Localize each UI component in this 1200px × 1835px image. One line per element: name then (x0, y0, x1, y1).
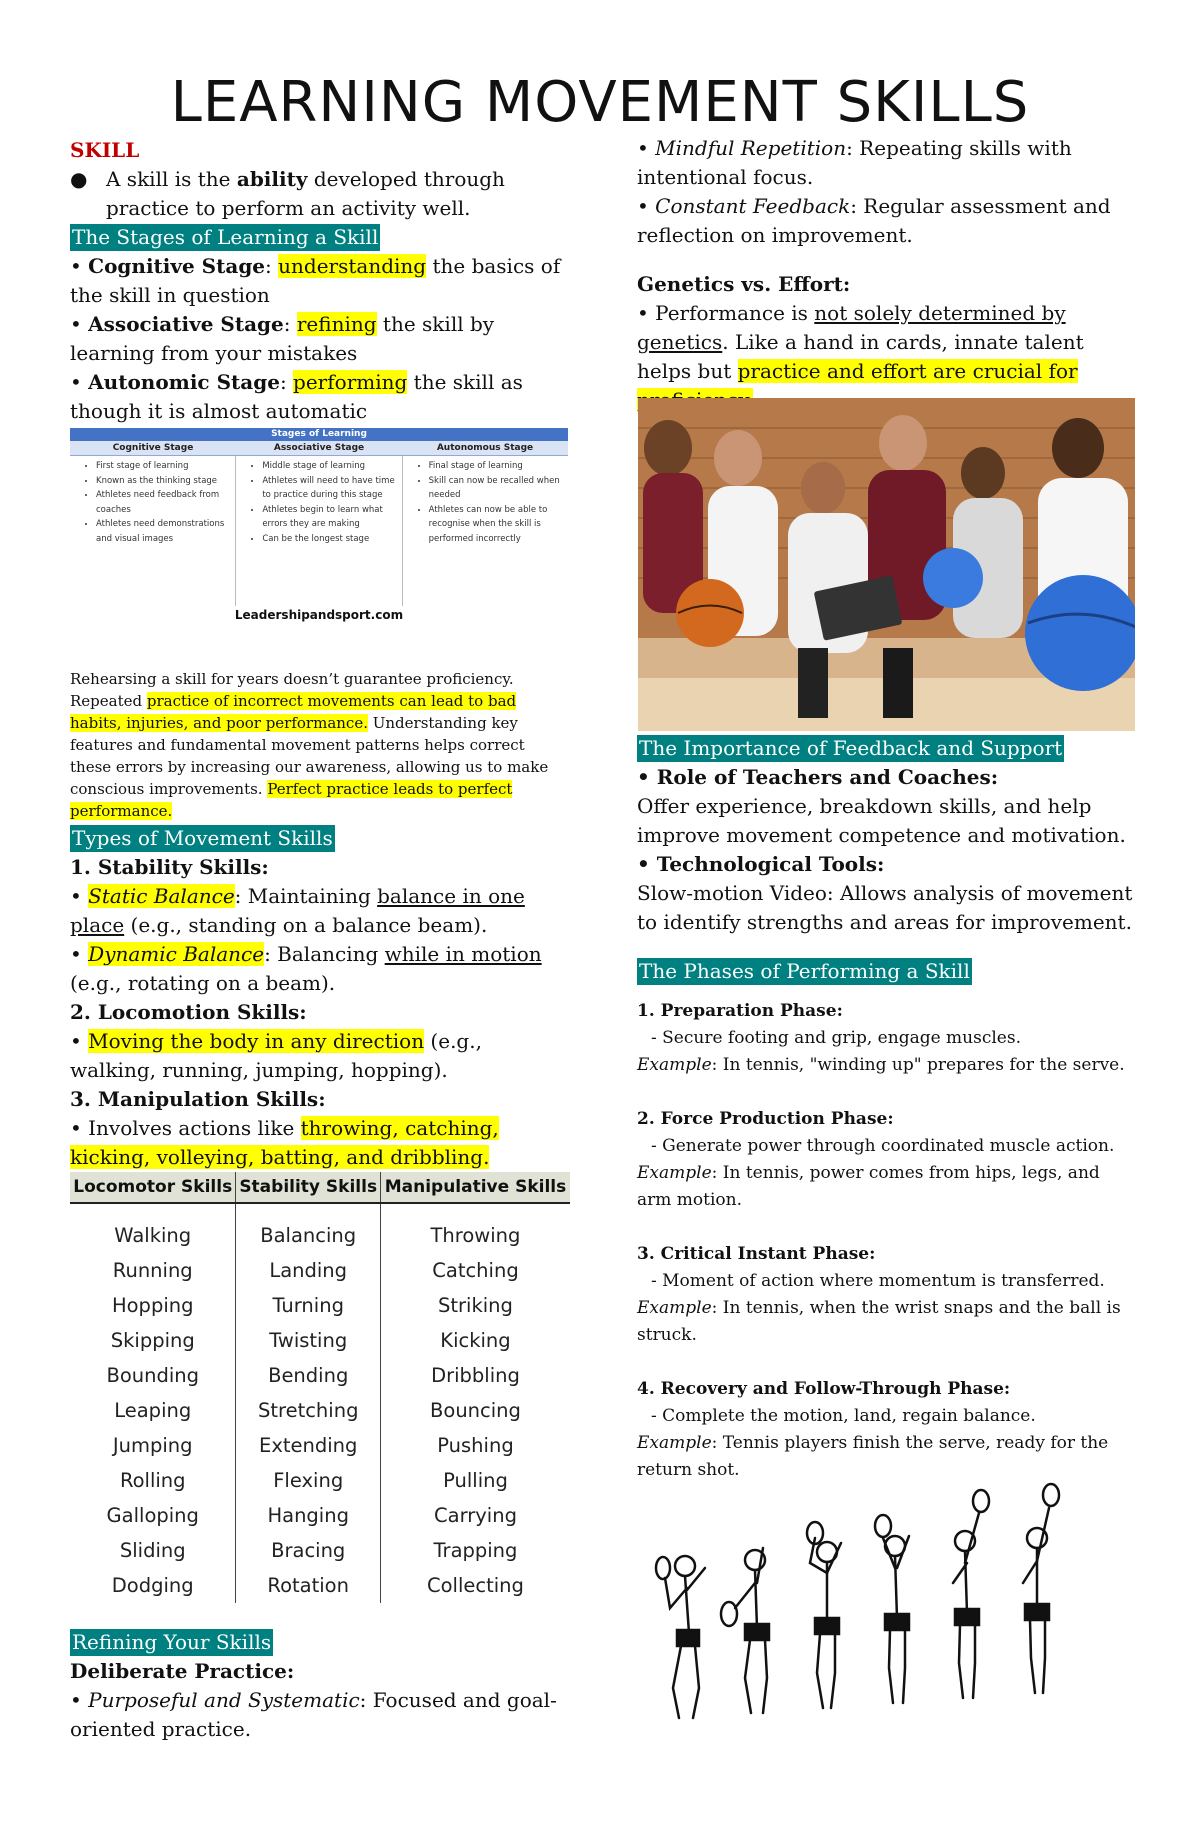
header-locomotor: Locomotor Skills (70, 1172, 236, 1203)
table-cell: Extending (236, 1428, 380, 1463)
team-photo (638, 398, 1135, 731)
table-cell: Catching (380, 1253, 570, 1288)
refining-heading: Refining Your Skills (72, 1630, 272, 1654)
table-cell: Balancing (236, 1218, 380, 1253)
tennis-serve-illustration (635, 1478, 1135, 1723)
table-row (70, 1428, 570, 1463)
table-cell: Stretching (236, 1393, 380, 1428)
tools-text: Slow-motion Video: Allows analysis of movement to identify strengths and areas for improvement. (637, 881, 1133, 934)
purposeful-item: • Purposeful and Systematic: Focused and goal-oriented practice. (70, 1688, 557, 1741)
table-cell: Bouncing (380, 1393, 570, 1428)
stability-title: 1. Stability Skills: (70, 855, 269, 879)
table-cell: Kicking (380, 1323, 570, 1358)
stage-cognitive: • Cognitive Stage: understanding the basics of the skill in question (70, 254, 561, 307)
header-stability: Stability Skills (236, 1172, 380, 1203)
table-cell: Hanging (236, 1498, 380, 1533)
stages-heading: The Stages of Learning a Skill (72, 225, 379, 249)
table-row (70, 1533, 570, 1568)
skill-definition: ● A skill is the ability developed through practice to perform an activity well. (70, 167, 505, 220)
table-cell: Bounding (106, 1364, 200, 1387)
table-row (70, 1498, 570, 1533)
skills-table (70, 1172, 570, 1603)
associative-list: • Middle stage of learning • Athletes will need to have time to practice during this stage • Athletes begin to learn what errors they are making • Can be the longest stage (236, 456, 402, 606)
table-cell: Galloping (106, 1504, 199, 1527)
table-cell: Turning (236, 1288, 380, 1323)
dynamic-balance: • Dynamic Balance: Balancing while in motion (e.g., rotating on a beam). (70, 942, 542, 995)
teachers-text: Offer experience, breakdown skills, and help improve movement competence and motivation. (637, 794, 1126, 847)
right-column-top (637, 134, 1137, 415)
table-cell: Landing (236, 1253, 380, 1288)
table-cell: Dodging (111, 1574, 194, 1597)
table-cell: Dribbling (380, 1358, 570, 1393)
mindful-item: • Mindful Repetition: Repeating skills with intentional focus. (637, 136, 1072, 189)
table-cell: Skipping (110, 1329, 195, 1352)
types-section (70, 824, 570, 1172)
skill-heading: SKILL (70, 138, 140, 162)
static-balance: • Static Balance: Maintaining balance in one place (e.g., standing on a balance beam). (70, 884, 525, 937)
table-row (70, 1323, 570, 1358)
table-row (70, 1288, 570, 1323)
table-cell: Trapping (380, 1533, 570, 1568)
stages-image-source: Leadershipandsport.com (234, 608, 404, 622)
table-row (70, 1568, 570, 1603)
refining-section (70, 1628, 570, 1744)
table-cell: Leaping (114, 1399, 192, 1422)
phases-heading: The Phases of Performing a Skill (639, 959, 970, 983)
table-cell: Flexing (236, 1463, 380, 1498)
table-cell: Striking (380, 1288, 570, 1323)
table-cell: Walking (114, 1224, 192, 1247)
locomotion-title: 2. Locomotion Skills: (70, 1000, 307, 1024)
stage-autonomic: • Autonomic Stage: performing the skill as though it is almost automatic (70, 370, 523, 423)
bullet-icon: ● (70, 167, 88, 191)
deliberate-title: Deliberate Practice: (70, 1659, 295, 1683)
table-row (70, 1358, 570, 1393)
table-row (70, 1253, 570, 1288)
stage-associative: • Associative Stage: refining the skill by learning from your mistakes (70, 312, 495, 365)
table-cell: Rolling (119, 1469, 186, 1492)
rehearse-paragraph: Rehearsing a skill for years doesn’t guarantee proficiency. Repeated practice of incorrect movements can lead to bad habits, injuries, and poor performance. Understanding key features and fundamental movement patterns helps correct these errors by increasing our awareness, allowing us to make conscious improvements. Perfect practice leads to perfect performance. (70, 670, 549, 820)
table-cell: Twisting (236, 1323, 380, 1358)
page-title: LEARNING MOVEMENT SKILLS (170, 70, 1030, 135)
header-manipulative: Manipulative Skills (380, 1172, 570, 1203)
phase-recovery: 4. Recovery and Follow-Through Phase: - Complete the motion, land, regain balance. Example: Tennis players finish the serve, ready for the return shot. (637, 1379, 1109, 1480)
table-row (70, 1218, 570, 1253)
table-cell: Bracing (236, 1533, 380, 1568)
table-cell: Collecting (380, 1568, 570, 1603)
table-cell: Running (112, 1259, 193, 1282)
table-cell: Jumping (112, 1434, 193, 1457)
tools-title: • Technological Tools: (637, 852, 885, 876)
feedback-heading: The Importance of Feedback and Support (639, 736, 1063, 760)
table-cell: Pulling (380, 1463, 570, 1498)
skills-table-body (70, 1203, 570, 1603)
constant-item: • Constant Feedback: Regular assessment and reflection on improvement. (637, 194, 1111, 247)
table-cell: Sliding (119, 1539, 186, 1562)
phases-list (637, 998, 1137, 1484)
manipulation-title: 3. Manipulation Skills: (70, 1087, 326, 1111)
table-cell: Rotation (236, 1568, 380, 1603)
phase-force-production: 2. Force Production Phase: - Generate power through coordinated muscle action. Example: In tennis, power comes from hips, legs, and arm motion. (637, 1109, 1115, 1210)
table-cell: Bending (236, 1358, 380, 1393)
table-cell: Hopping (111, 1294, 194, 1317)
stages-of-learning-image (70, 428, 568, 626)
types-heading: Types of Movement Skills (72, 826, 333, 850)
left-column-top (70, 136, 570, 426)
phase-preparation: 1. Preparation Phase: - Secure footing and grip, engage muscles. Example: In tennis, "winding up" prepares for the serve. (637, 1001, 1125, 1075)
locomotion-desc: • Moving the body in any direction (e.g., walking, running, jumping, hopping). (70, 1029, 482, 1082)
cognitive-list: • First stage of learning • Known as the thinking stage • Athletes need feedback from coaches • Athletes need demonstrations and visual images (70, 456, 236, 606)
table-row (70, 1463, 570, 1498)
genetics-title: Genetics vs. Effort: (637, 272, 851, 296)
table-cell: Carrying (380, 1498, 570, 1533)
phase-critical-instant: 3. Critical Instant Phase: - Moment of action where momentum is transferred. Example: In tennis, when the wrist snaps and the ball is struck. (637, 1244, 1121, 1345)
manipulation-desc: • Involves actions like throwing, catching, kicking, volleying, batting, and dribbling. (70, 1116, 499, 1169)
feedback-section (637, 734, 1137, 986)
stages-image-header: Stages of Learning (70, 428, 568, 441)
table-cell: Pushing (380, 1428, 570, 1463)
genetics-text: • Performance is not solely determined by genetics. Like a hand in cards, innate talent helps but practice and effort are crucial for (637, 299, 1137, 415)
stages-image-columns: Cognitive Stage Associative Stage Autonomous Stage (70, 441, 568, 456)
table-row (70, 1393, 570, 1428)
table-cell: Throwing (380, 1218, 570, 1253)
autonomous-list: • Final stage of learning • Skill can now be recalled when needed • Athletes can now be able to recognise when the skill is performed incorrectly (403, 456, 568, 606)
teachers-title: • Role of Teachers and Coaches: (637, 765, 999, 789)
